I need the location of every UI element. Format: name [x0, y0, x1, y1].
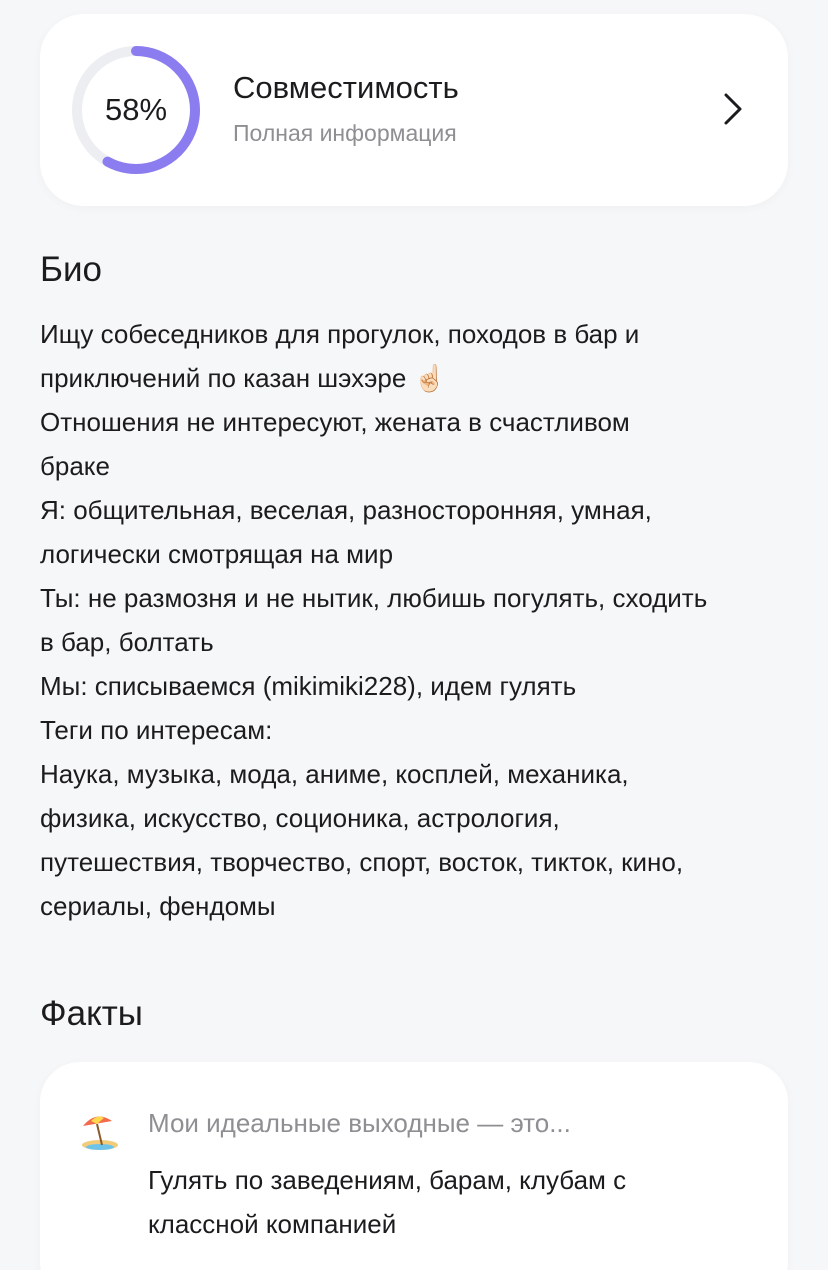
compatibility-ring [70, 44, 202, 176]
bio-line: Я: общительная, веселая, разносторонняя, умная, [40, 495, 652, 525]
bio-line: путешествия, творчество, спорт, восток, тикток, кино, [40, 847, 684, 877]
beach-umbrella-icon [80, 1112, 120, 1152]
fact-value-line: Гулять по заведениям, барам, клубам с [148, 1165, 627, 1195]
bio-heading: Био [40, 250, 102, 289]
facts-heading: Факты [40, 994, 143, 1033]
bio-line: сериалы, фендомы [40, 891, 276, 921]
bio-line: Мы: списываемся (mikimiki228), идем гулять [40, 671, 577, 701]
bio-line: в бар, болтать [40, 627, 214, 657]
bio-line: физика, искусство, соционика, астрология, [40, 803, 560, 833]
bio-line: логически смотрящая на мир [40, 539, 394, 569]
bio-text [40, 312, 800, 928]
fact-label: Мои идеальные выходные — это... [148, 1108, 571, 1138]
bio-line: Наука, музыка, мода, аниме, косплей, механика, [40, 759, 629, 789]
bio-line: Отношения не интересуют, жената в счастливом [40, 407, 630, 437]
fact-value-line: классной компанией [148, 1209, 397, 1239]
compatibility-subtitle: Полная информация [233, 120, 457, 146]
bio-line: Теги по интересам: [40, 715, 273, 745]
bio-line: Ты: не размозня и не нытик, любишь погулять, сходить [40, 583, 708, 613]
bio-line: приключений по казан шэхэре ☝🏻 [40, 363, 446, 393]
compatibility-percent: 58% [104, 92, 168, 127]
bio-line: браке [40, 451, 110, 481]
compatibility-title: Совместимость [233, 70, 459, 105]
chevron-right-icon[interactable] [718, 92, 748, 126]
bio-line: Ищу собеседников для прогулок, походов в бар и [40, 319, 640, 349]
fact-value [148, 1158, 748, 1246]
